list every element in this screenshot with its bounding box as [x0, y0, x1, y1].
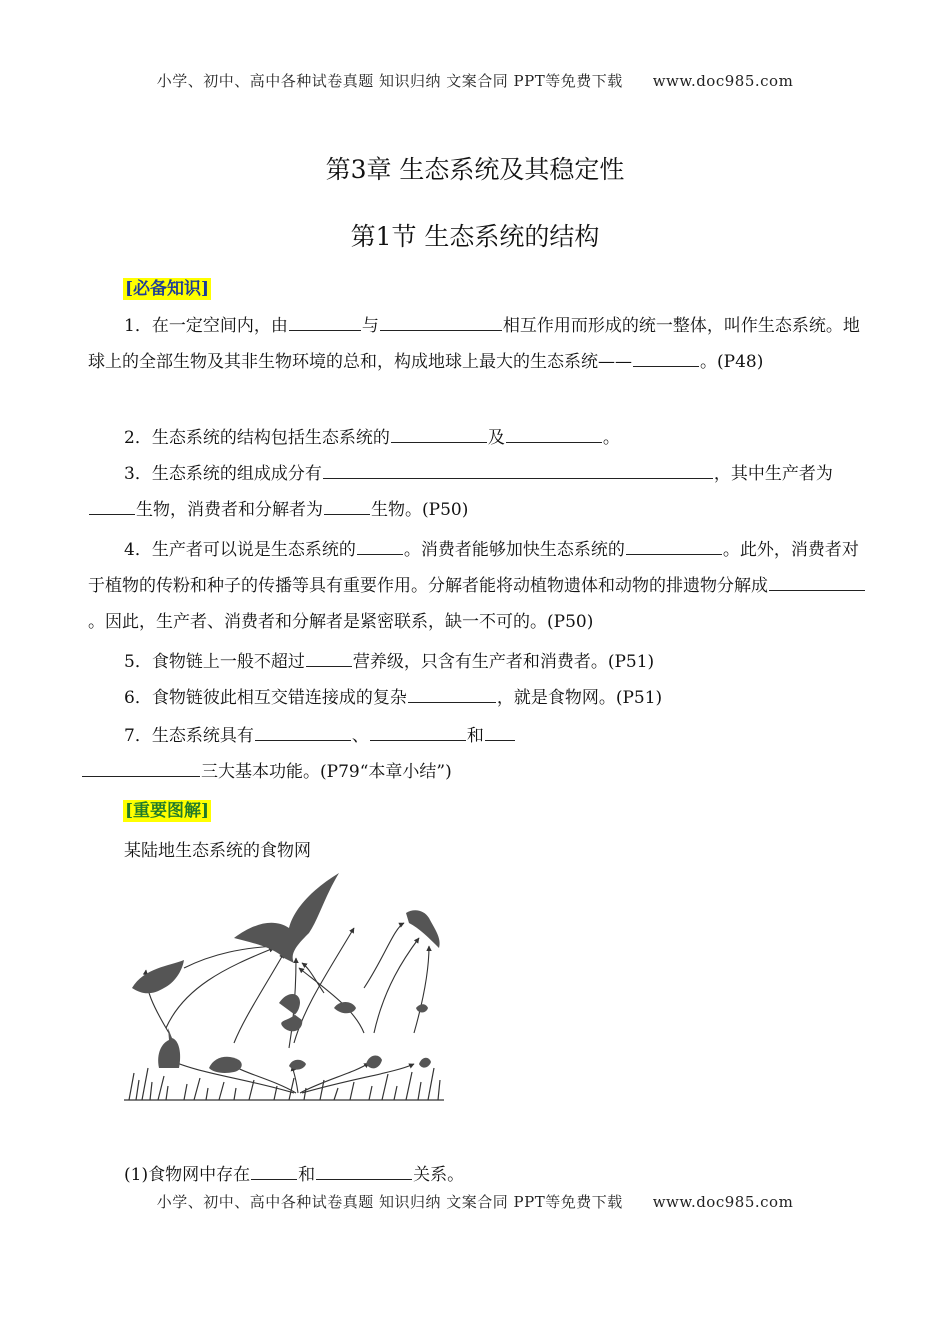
item-1: 1．在一定空间内，由 与 相互作用而形成的统一整体，叫作生态系统。地球上的全部生物及其非生物环境的总和，构成地球上最大的生态系统—— 。(P48)	[88, 308, 866, 380]
question-1: (1)食物网中存在 和 关系。	[124, 1159, 464, 1185]
blank[interactable]	[251, 1159, 297, 1180]
tag-essential-knowledge: [必备知识]	[125, 279, 210, 299]
bird-icon	[366, 1055, 382, 1068]
frog-icon	[334, 1002, 356, 1013]
blank[interactable]	[370, 720, 466, 741]
blank[interactable]	[82, 756, 200, 777]
blank[interactable]	[89, 494, 135, 515]
mole-icon	[209, 1057, 242, 1073]
blank[interactable]	[626, 534, 722, 555]
blank[interactable]	[323, 458, 713, 479]
footer-text: 小学、初中、高中各种试卷真题 知识归纳 文案合同 PPT等免费下载	[156, 1193, 623, 1211]
page-footer	[0, 1191, 950, 1212]
blank[interactable]	[380, 310, 502, 331]
header-text: 小学、初中、高中各种试卷真题 知识归纳 文案合同 PPT等免费下载	[156, 72, 623, 90]
grass-icon	[124, 1068, 444, 1100]
blank[interactable]	[485, 720, 515, 741]
spider-icon	[416, 1004, 428, 1012]
mouse-icon	[289, 1060, 306, 1070]
tag-key-diagram: [重要图解]	[125, 801, 210, 821]
blank[interactable]	[324, 494, 370, 515]
item-4: 4．生产者可以说是生态系统的 。消费者能够加快生态系统的 。此外，消费者对于植物的传粉和种子的传播等具有重要作用。分解者能将动植物遗体和动物的排遗物分解成。因此，生产者、消费者和分解者是紧密联系，缺一不可的。(P50)	[88, 532, 866, 640]
section-title: 第1节 生态系统的结构	[350, 222, 600, 251]
blank[interactable]	[769, 570, 865, 591]
item-3: 3．生态系统的组成成分有 ，其中生产者为生物，消费者和分解者为 生物。(P50)	[88, 456, 866, 528]
food-web-figure	[124, 868, 444, 1103]
blank[interactable]	[391, 422, 487, 443]
header-site[interactable]: www.doc985.com	[652, 72, 794, 90]
item-5: 5．食物链上一般不超过 营养级，只含有生产者和消费者。(P51)	[88, 644, 866, 680]
blank[interactable]	[316, 1159, 412, 1180]
blank[interactable]	[306, 646, 352, 667]
page-header	[0, 70, 950, 91]
eagle-icon	[234, 873, 339, 963]
item-2: 2．生态系统的结构包括生态系统的 及 。	[88, 420, 866, 456]
blank[interactable]	[289, 310, 361, 331]
blank[interactable]	[255, 720, 351, 741]
rabbit-icon	[158, 1028, 180, 1068]
magpie-icon	[406, 910, 440, 948]
item-6: 6．食物链彼此相互交错连接成的复杂 ，就是食物网。(P51)	[88, 680, 866, 716]
blank[interactable]	[408, 682, 496, 703]
item-7: 7．生态系统具有 、 和 三大基本功能。(P79“本章小结”)	[88, 718, 588, 790]
fox-icon	[132, 960, 184, 993]
insect-icon	[419, 1058, 431, 1068]
chapter-title: 第3章 生态系统及其稳定性	[325, 155, 625, 184]
blank[interactable]	[357, 534, 403, 555]
blank[interactable]	[633, 346, 699, 367]
figure-caption: 某陆地生态系统的食物网	[124, 841, 311, 861]
footer-site[interactable]: www.doc985.com	[652, 1193, 794, 1211]
snake-icon	[279, 994, 302, 1031]
blank[interactable]	[506, 422, 602, 443]
